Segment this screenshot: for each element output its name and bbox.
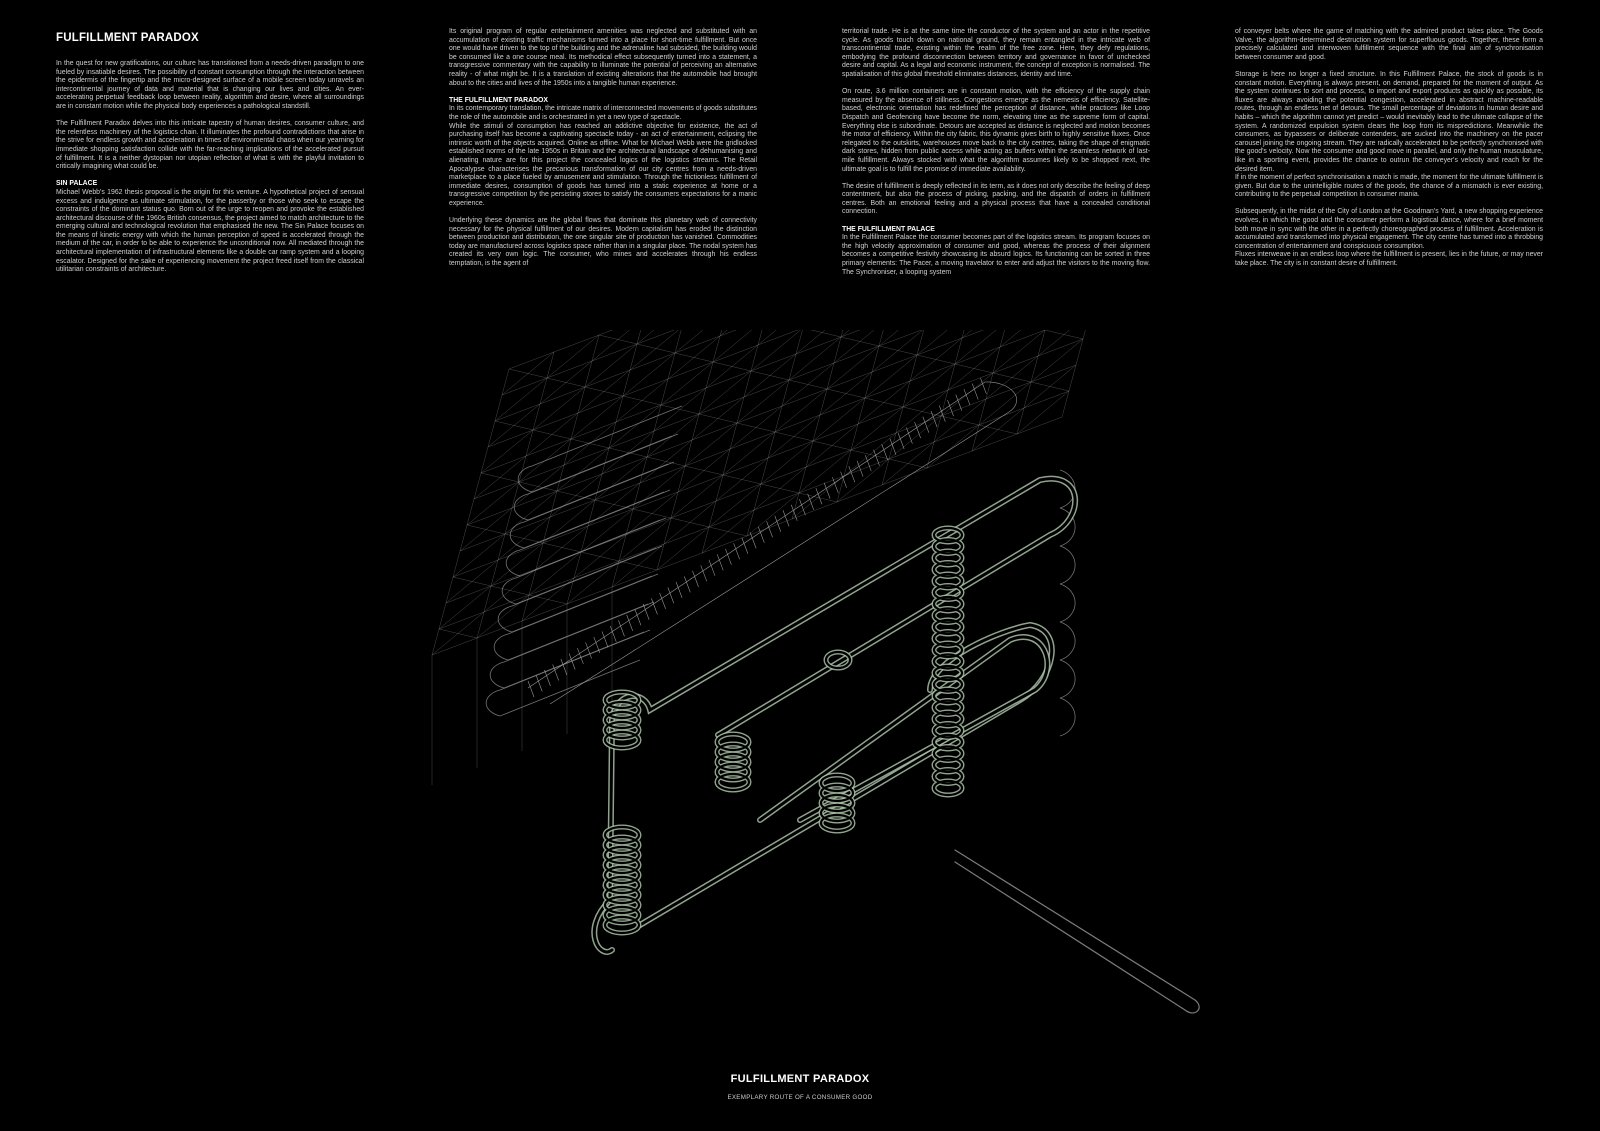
section-heading-fulfillment-palace: THE FULFILLMENT PALACE xyxy=(842,225,935,233)
route-coil-center xyxy=(717,734,749,790)
ramp-loop-right xyxy=(1060,660,1075,698)
isometric-drawing xyxy=(0,330,1600,1050)
section-heading-fulfillment-paradox: THE FULFILLMENT PARADOX xyxy=(449,96,549,104)
goodmans-yard-paragraph: Subsequently, in the midst of the City of London at the Goodman's Yard, a new shopping experience evolves, in which the good and the consumer perform a logistical dance, where for a brief moment both move in sync with the other in a perfectly choreographed process of fulfillment. Acceleration is accumulated and transformed into physical engagement. The city centre has turned into a throbbing concentration of entertainment and conspicuous consumption. xyxy=(1235,208,1543,250)
global-flows-paragraph: Underlying these dynamics are the global flows that dominate this planetary web of connectivity necessary for the physical fulfillment of our desires. Modern capitalism has eroded the distinction between production and distribution, the one singular site of production has vanished. Commodities today are manufactured across logistics space rather than in a singular place. The nodal system has created its very own logic. The consumer, who mines and accelerates through his endless temptation, is the agent of xyxy=(449,217,757,268)
ramp-loop-right xyxy=(1060,584,1075,622)
text-column-4 xyxy=(1235,28,1543,277)
section-heading-sin-palace: SIN PALACE xyxy=(56,180,98,188)
palace-paragraph: In the Fulfillment Palace the consumer becomes part of the logistics stream. Its program focuses on the high velocity approximation of consumer and good, whereas the process of their alignment becomes a competitive festivity showcasing its absurd logics. Its functioning can be sorted in three primary elements: The Pacer, a moving travelator to enter and adjust the visitors to the moving flow. The Synchroniser, a looping system xyxy=(842,234,1150,276)
ramp-loop xyxy=(514,434,678,520)
text-column-3 xyxy=(842,28,1150,286)
consumer-good-route xyxy=(594,479,1199,1013)
text-column-1 xyxy=(56,28,364,283)
frame-lines xyxy=(432,330,1139,785)
ramp-loop xyxy=(490,602,654,688)
ramp-loop xyxy=(498,546,662,632)
fluxes-paragraph: Fluxes interweave in an endless loop where the fulfillment is present, lies in the future, or may never take place. The city is in constant desire of fulfillment. xyxy=(1235,251,1543,268)
caption-title: FULFILLMENT PARADOX xyxy=(730,1073,870,1085)
program-paragraph: Its original program of regular entertainment amenities was neglected and substituted with an accumulation of existing traffic mechanisms turned into a place for short-time fulfillment. But once one would have driven to the top of the building and the adrenaline had subsided, the building would be consumed like a one course meal. Its methodical effect subsequently turned into a statement, a transgressive commentary with the capability to illuminate the potential of perceiving an alternative reality - of what might be. It is a translation of existing alterations that the automobile had brought about to the cities and lives of the 1950s into a tangible human experience. xyxy=(449,28,757,87)
ramp-loop xyxy=(510,462,674,548)
consumption-paragraph: While the stimuli of consumption has reached an addictive objective for existence, the act of purchasing itself has become a captivating spectacle today - an act of entertainment, eclipsing the intrinsic worth of the objects acquired. Online as offline. What for Michael Webb were the gridlocked established norms of the late 1950s in Britain and the architectural landscape of dehumanising and alienating nature are for this project the concealed logics of the logistics streams. The Retail Apocalypse characterises the precarious transformation of our city centres from a needs-driven marketplace to a place fueled by amusement and stimulation. Through the frictionless fulfillment of immediate desires, consumption of goods has turned into a static experience at home or a transgressive competition by the persisting stores to satisfy the consumers expectations for a manic experience. xyxy=(449,122,757,207)
ramp-loop xyxy=(502,518,666,604)
ramp-loop-right xyxy=(1060,698,1075,736)
storage-paragraph: Storage is here no longer a fixed structure. In this Fulfillment Palace, the stock of goods is in constant motion. Everything is always present, on demand, prepared for the moment of output. As the system continues to sort and process, to import and export products as quickly as possible, its fluxes are always avoiding the potential congestion, accelerated in abstract machine-readable routes, through an endless net of detours. The small percentage of deviations in human desire and habits – which the algorithm cannot yet predict – would inevitably lead to the ultimate collapse of the system. A randomized expulsion system clears the loop from its mispredictions. Meanwhile the consumers, as bypassers or deliberate contenders, are sucked into the machinery on the pacer carousel joining the ongoing stream. They are radically accelerated to be perfectly synchronised with the good's velocity. Now the consumer and good move in parallel, and only the human musculature, like in a sporting event, provides the chance to outrun the conveyer's velocity and reach for the desired item. xyxy=(1235,70,1543,173)
route-loop-upper xyxy=(594,479,1075,952)
drawing-caption xyxy=(0,1073,1600,1101)
containers-paragraph: On route, 3.6 million containers are in constant motion, with the efficiency of the supply chain measured by the absence of stillness. Congestions emerge as the nemesis of efficiency. Satellite-based, electronic orientation has redefined the perception of distance, while practices like Loop Dispatch and Geofencing have become the norm, elevating time as the supreme form of capital. Everything else is subordinate. Detours are accepted as distance is neglected and motion becomes the motor of efficiency. Within the city fabric, this dynamic gives birth to highly sensitive fluxes. Once relegated to the outskirts, warehouses move back to the city centres, taking the shape of enigmatic dark stores, hidden from public access while acting as buffers within the seamless network of last-mile fulfillment. Always stocked with what the algorithm assumes likely to be shopped next, the ultimate goal is to fulfill the promise of immediate availability. xyxy=(842,88,1150,173)
goods-valve-chute xyxy=(955,850,1199,1013)
synchronisation-paragraph: If in the moment of perfect synchronisation a match is made, the moment for the ultimate fulfillment is given. But due to the unintelligible routes of the goods, the chance of a mismatch is ever existing, contributing to the perpetual competition in consumer mania. xyxy=(1235,174,1543,199)
route-loop-middle xyxy=(760,637,1047,820)
intro-paragraph: In the quest for new gratifications, our culture has transitioned from a needs-driven paradigm to one fueled by insatiable desires. The possibility of constant consumption through the interaction between the epidermis of the fingertip and the micro-designed surface of a mobile screen today unravels an intercontinental journey of data and material that is changing our lives and cities. An ever-accelerating perpetual feedback loop between reality, algorithm and desire, where all surroundings are in constant motion while the physical body experiences a pathological standstill. xyxy=(56,60,364,110)
ramp-loop xyxy=(494,574,658,660)
caption-subtitle: EXEMPLARY ROUTE OF A CONSUMER GOOD xyxy=(727,1094,873,1101)
paradox-paragraph: The Fulfillment Paradox delves into this intricate tapestry of human desires, consumer culture, and the relentless machinery of the logistics chain. It illuminates the profound contradictions that arise in the strive for endless growth and acceleration in times of environmental chaos when our yearning for immediate shopping satisfaction collide with the far-reaching implications of the accelerated pursuit of fulfillment. It is a neither dystopian nor utopian reflection of what is with the playful invitation to critically imagining what could be. xyxy=(56,120,364,171)
territorial-trade-paragraph: territorial trade. He is at the same time the conductor of the system and an actor in the repetitive cycle. As goods touch down on national ground, they remain entangled in the intricate web of transcontinental trade, existing within the realm of the free zone. Here, they defy regulations, embodying the profound disconnection between territory and governance in favor of unchecked desire and capital. As a legal and economic instrument, the concept of exception is normalised. The spatialisation of this global threshold eliminates distances, identity and time. xyxy=(842,28,1150,78)
desire-paragraph: The desire of fulfillment is deeply reflected in its term, as it does not only describe the feeling of deep contentment, but also the process of picking, packing, and the dispatch of orders in fulfillment centres. Both an emotional feeling and a physical process that have a concealed conditional connection. xyxy=(842,182,1150,216)
sin-palace-paragraph: Michael Webb's 1962 thesis proposal is the origin for this venture. A hypothetical project of sensual excess and indulgence as ultimate stimulation, for the passerby or those who seek to escape the constraints of the dominant status quo. Born out of the urge to reopen and provoke the established architectural discourse of the 1960s British consensus, the project aimed to match architecture to the emerging cultural and technological revolution that emphasised the new. The Sin Palace focuses on the means of kinetic energy with which the human perception of speed is accelerated through the medium of the car, in order to be able to experience the unconditional now. All mediated through the architectural implementation of infrastructural elements like a double car ramp system and a looping escalator. Designed for the sake of experiencing movement the project freed itself from the classical utilitarian constraints of architecture. xyxy=(56,188,364,274)
text-column-2 xyxy=(449,28,757,277)
structural-frame-grid xyxy=(432,330,1139,785)
ramp-loop-right xyxy=(1060,622,1075,660)
translation-paragraph: In its contemporary translation, the intricate matrix of interconnected movements of goods substitutes the role of the automobile and is orchestrated in yet a new type of spectacle. xyxy=(449,105,757,121)
route-loop-upper-core xyxy=(594,479,1075,952)
ramp-loop-right xyxy=(1060,546,1075,584)
conveyer-paragraph: of conveyer belts where the game of matching with the admired product takes place. The Goods Valve, the algorithm-determined destruction system for superfluous goods. Together, these form a precisely calculated and interwoven fulfillment sequence with the final aim of synchronisation between consumer and good. xyxy=(1235,28,1543,61)
poster-title: FULFILLMENT PARADOX xyxy=(56,32,199,44)
